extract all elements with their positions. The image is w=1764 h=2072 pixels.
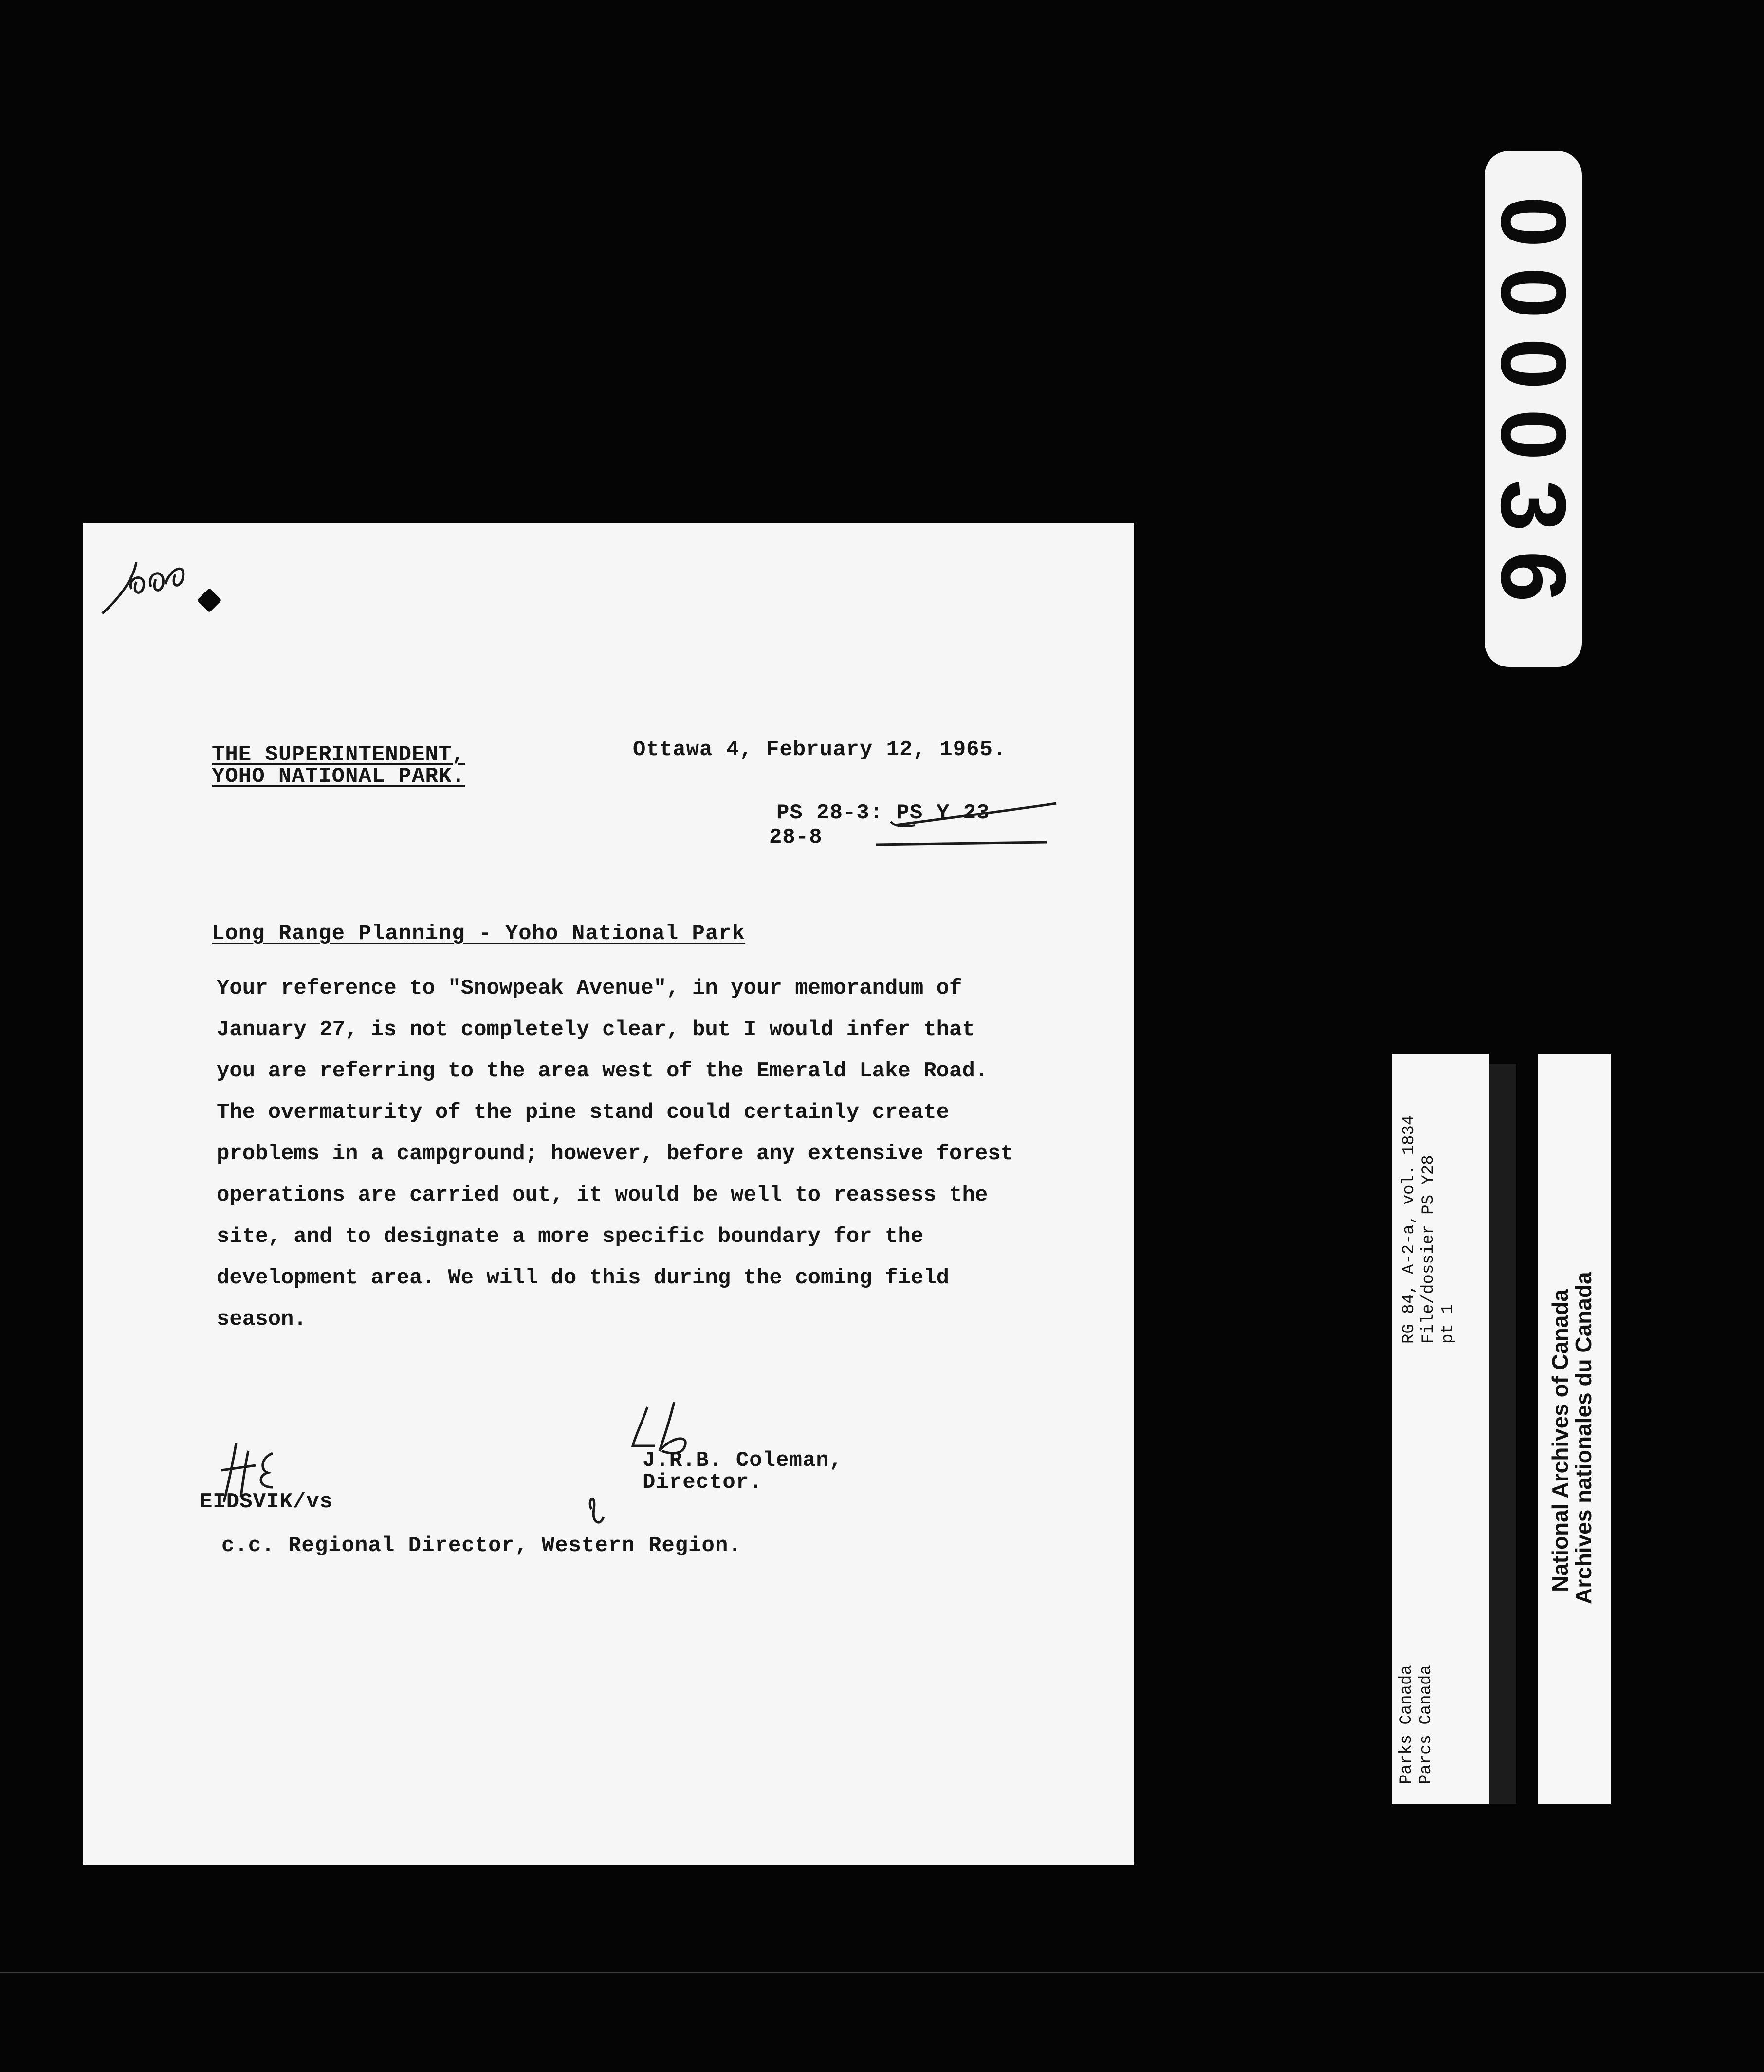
agency-en: Parks Canada — [1397, 1665, 1416, 1784]
body-line: problems in a campground; however, before any extensive forest — [217, 1142, 1014, 1166]
subject-line: Long Range Planning - Yoho National Park — [212, 922, 746, 946]
body-line: development area. We will do this during the coming field — [217, 1266, 950, 1290]
handwritten-underline — [862, 798, 1066, 857]
file-reference-1: PS 28-3: PS Y 23 — [776, 801, 990, 825]
agency-fr: Parcs Canada — [1417, 1665, 1435, 1784]
reference-line-3: pt 1 — [1439, 1304, 1457, 1344]
reference-line-2: File/dossier PS Y28 — [1419, 1155, 1438, 1344]
frame-number: 000036 — [1482, 196, 1585, 622]
handwritten-file-mark — [92, 548, 204, 621]
body-line: January 27, is not completely clear, but I would infer that — [217, 1018, 975, 1042]
label-shadow — [1489, 1064, 1516, 1804]
carbon-copy-line: c.c. Regional Director, Western Region. — [221, 1534, 742, 1558]
archives-name-fr: Archives nationales du Canada — [1571, 1272, 1596, 1604]
letter-page — [83, 523, 1134, 1865]
archives-name-en: National Archives of Canada — [1547, 1289, 1573, 1592]
file-reference-2: 28-8 — [769, 825, 823, 850]
signer-title: Director. — [643, 1470, 763, 1495]
body-line: site, and to designate a more specific boundary for the — [217, 1224, 924, 1249]
typist-initials: EIDSVIK/vs — [200, 1490, 333, 1514]
film-edge — [0, 1972, 1764, 1973]
signer-name: J.R.B. Coleman, — [643, 1448, 843, 1473]
body-line: The overmaturity of the pine stand could certainly create — [217, 1100, 950, 1125]
body-line: Your reference to "Snowpeak Avenue", in your memorandum of — [217, 976, 962, 1000]
body-line: season. — [217, 1307, 307, 1332]
body-line: operations are carried out, it would be well to reassess the — [217, 1183, 988, 1207]
body-line: you are referring to the area west of the Emerald Lake Road. — [217, 1059, 988, 1083]
addressee-line-2: YOHO NATIONAL PARK. — [212, 764, 465, 789]
addressee-line-1: THE SUPERINTENDENT, — [212, 742, 465, 767]
reference-line-1: RG 84, A-2-a, vol. 1834 — [1400, 1115, 1418, 1344]
place-date: Ottawa 4, February 12, 1965. — [633, 738, 1007, 762]
